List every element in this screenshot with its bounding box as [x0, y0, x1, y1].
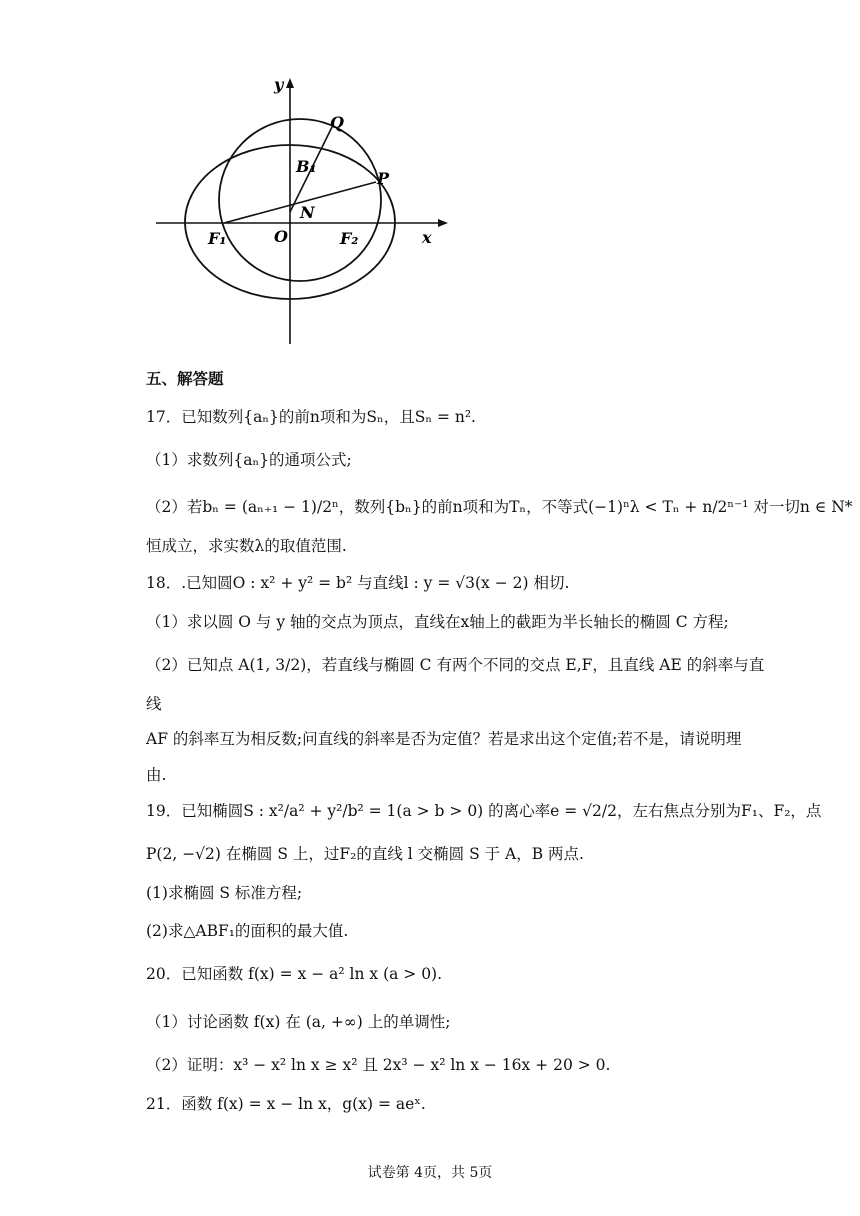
- q18-part2: （2）已知点 A(1, 3/2)，若直线与椭圆 C 有两个不同的交点 E,F，且直线 AE 的斜率与直: [146, 656, 765, 674]
- q18-part2-cont1: 线: [146, 695, 162, 713]
- q17-stem: 17．已知数列{aₙ}的前n项和为Sₙ，且Sₙ = n².: [146, 408, 476, 426]
- label-P: P: [377, 169, 390, 188]
- q20-part1: （1）讨论函数 f(x) 在 (a, +∞) 上的单调性;: [146, 1013, 451, 1031]
- label-N: N: [300, 203, 315, 222]
- label-Q: Q: [330, 113, 344, 132]
- label-O: O: [274, 227, 288, 246]
- label-F1: F₁: [208, 229, 227, 248]
- ellipse-circle-figure: [150, 72, 450, 344]
- q19-part1: (1)求椭圆 S 标准方程;: [146, 884, 303, 902]
- q21-stem: 21．函数 f(x) = x − ln x，g(x) = aeˣ.: [146, 1095, 426, 1113]
- q19-stem: 19．已知椭圆S : x²/a² + y²/b² = 1(a > b > 0) 的离心率e = √2/2，左右焦点分别为F₁、F₂，点: [146, 802, 822, 820]
- q17-part1: （1）求数列{aₙ}的通项公式;: [146, 451, 352, 469]
- label-F2: F₂: [340, 229, 359, 248]
- q18-part2-cont2: AF 的斜率互为相反数;问直线的斜率是否为定值？若是求出这个定值;若不是，请说明理: [146, 730, 742, 748]
- label-B1: B₁: [296, 157, 317, 176]
- q17-part2: （2）若bₙ = (aₙ₊₁ − 1)/2ⁿ，数列{bₙ}的前n项和为Tₙ，不等式(−1)ⁿλ < Tₙ + n/2ⁿ⁻¹ 对一切n ∈ N*: [146, 498, 853, 516]
- q18-part1: （1）求以圆 O 与 y 轴的交点为顶点，直线在x轴上的截距为半长轴长的椭圆 C 方程;: [146, 613, 729, 631]
- label-x: x: [422, 228, 432, 247]
- q19-stem-cont: P(2, −√2) 在椭圆 S 上，过F₂的直线 l 交椭圆 S 于 A，B 两点.: [146, 845, 584, 863]
- page-footer: 试卷第 4页，共 5页: [367, 1165, 493, 1181]
- q20-stem: 20．已知函数 f(x) = x − a² ln x (a > 0).: [146, 965, 443, 983]
- label-y: y: [274, 75, 284, 94]
- q17-part2-cont: 恒成立，求实数λ的取值范围.: [146, 537, 347, 555]
- circle: [219, 119, 381, 281]
- x-axis-arrow: [438, 219, 448, 227]
- q18-stem: 18．.已知圆O : x² + y² = b² 与直线l : y = √3(x − 2) 相切.: [146, 574, 570, 592]
- q18-part2-cont3: 由.: [146, 766, 167, 784]
- q19-part2: (2)求△ABF₁的面积的最大值.: [146, 922, 349, 940]
- y-axis-arrow: [286, 78, 294, 88]
- q20-part2: （2）证明：x³ − x² ln x ≥ x² 且 2x³ − x² ln x − 16x + 20 > 0.: [146, 1056, 611, 1074]
- section-heading: 五、解答题: [146, 369, 224, 388]
